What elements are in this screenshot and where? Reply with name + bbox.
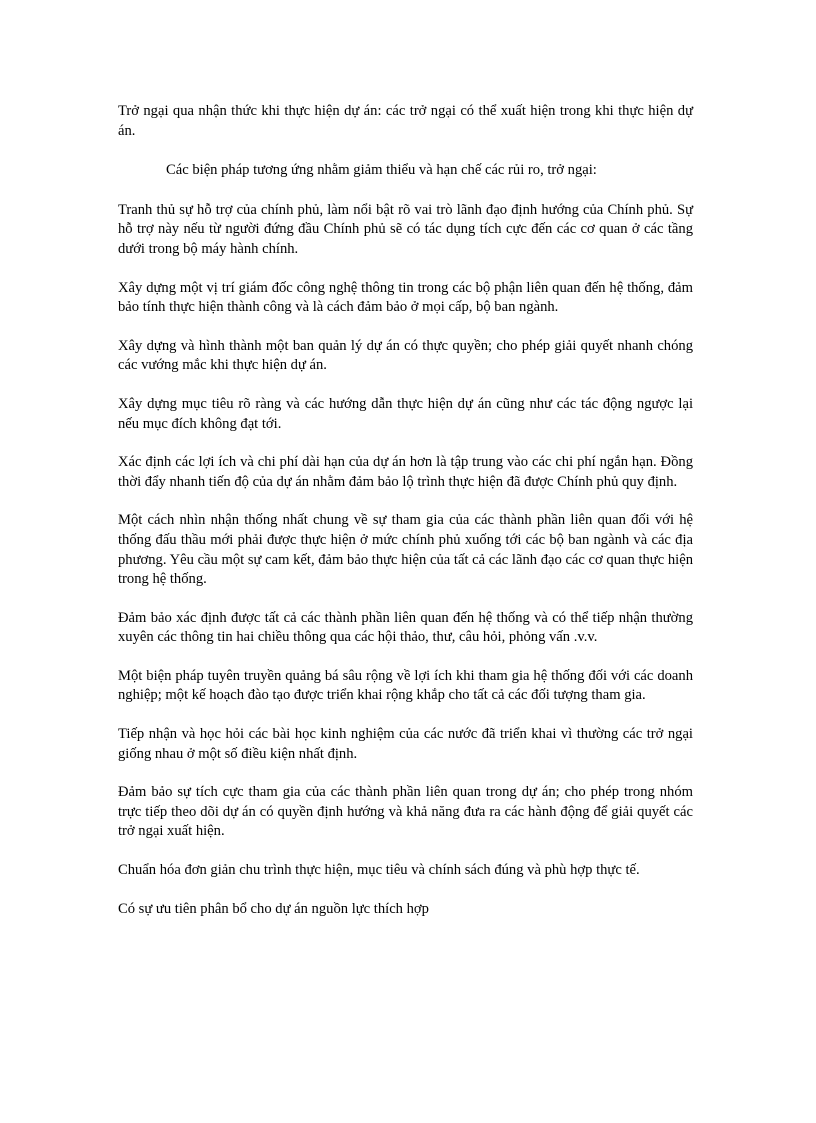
measure-paragraph: Xây dựng và hình thành một ban quản lý dự án có thực quyền; cho phép giải quyết nhanh chóng các vướng mắc khi thực hiện dự án. [118, 337, 693, 374]
measure-paragraph: Có sự ưu tiên phân bổ cho dự án nguồn lực thích hợp [118, 900, 429, 917]
document-page [118, 102, 693, 938]
measure-paragraph: Xây dựng mục tiêu rõ ràng và các hướng dẫn thực hiện dự án cũng như các tác động ngược lại nếu mục đích không đạt tới. [118, 395, 693, 432]
measure-paragraph: Đảm bảo xác định được tất cả các thành phần liên quan đến hệ thống và có thể tiếp nhận thường xuyên các thông tin hai chiều thông qua các hội thảo, thư, câu hỏi, phỏng vấn .v.v. [118, 609, 693, 646]
measure-paragraph: Xây dựng một vị trí giám đốc công nghệ thông tin trong các bộ phận liên quan đến hệ thống, đảm bảo tính thực hiện thành công và là cách đảm bảo ở mọi cấp, bộ ban ngành. [118, 279, 693, 316]
measure-paragraph: Đảm bảo sự tích cực tham gia của các thành phần liên quan trong dự án; cho phép trong nhóm trực tiếp theo dõi dự án có quyền định hướng và khả năng đưa ra các hành động để giải quyết các trở ngại xuất hiện. [118, 784, 693, 840]
measure-paragraph: Một biện pháp tuyên truyền quảng bá sâu rộng về lợi ích khi tham gia hệ thống đối với các doanh nghiệp; một kế hoạch đào tạo được triển khai rộng khắp cho tất cả các đối tượng tham gia. [118, 667, 693, 704]
section-heading: Trở ngại qua nhận thức khi thực hiện dự án: các trở ngại có thể xuất hiện trong khi thực hiện dự án. [118, 103, 693, 139]
measure-paragraph: Xác định các lợi ích và chi phí dài hạn của dự án hơn là tập trung vào các chi phí ngắn hạn. Đồng thời đẩy nhanh tiến độ của dự án nhằm đảm bảo lộ trình thực hiện đã được Chính phủ quy định. [118, 454, 693, 490]
measure-paragraph: Tranh thủ sự hỗ trợ của chính phủ, làm nổi bật rõ vai trò lãnh đạo định hướng của Chính phủ. Sự hỗ trợ này nếu từ người đứng đầu Chính phủ sẽ có tác dụng tích cực đến các cơ quan ở các tầng dưới trong bộ máy hành chính. [118, 201, 693, 257]
measure-paragraph: Tiếp nhận và học hỏi các bài học kinh nghiệm của các nước đã triển khai vì thường các trở ngại giống nhau ở một số điều kiện nhất định. [118, 726, 693, 762]
measure-paragraph: Một cách nhìn nhận thống nhất chung về sự tham gia của các thành phần liên quan đối với hệ thống đấu thầu mới phải được thực hiện ở mức chính phủ xuống tới các bộ ban ngành và các địa phương. Yêu cầu một sự cam kết, đảm bảo thực hiện của tất cả các lãnh đạo các cơ quan thực hiện trong hệ thống. [118, 512, 693, 588]
measure-paragraph: Chuẩn hóa đơn giản chu trình thực hiện, mục tiêu và chính sách đúng và phù hợp thực tế. [118, 862, 640, 879]
measures-intro: Các biện pháp tương ứng nhằm giảm thiểu và hạn chế các rủi ro, trở ngại: [166, 162, 597, 179]
